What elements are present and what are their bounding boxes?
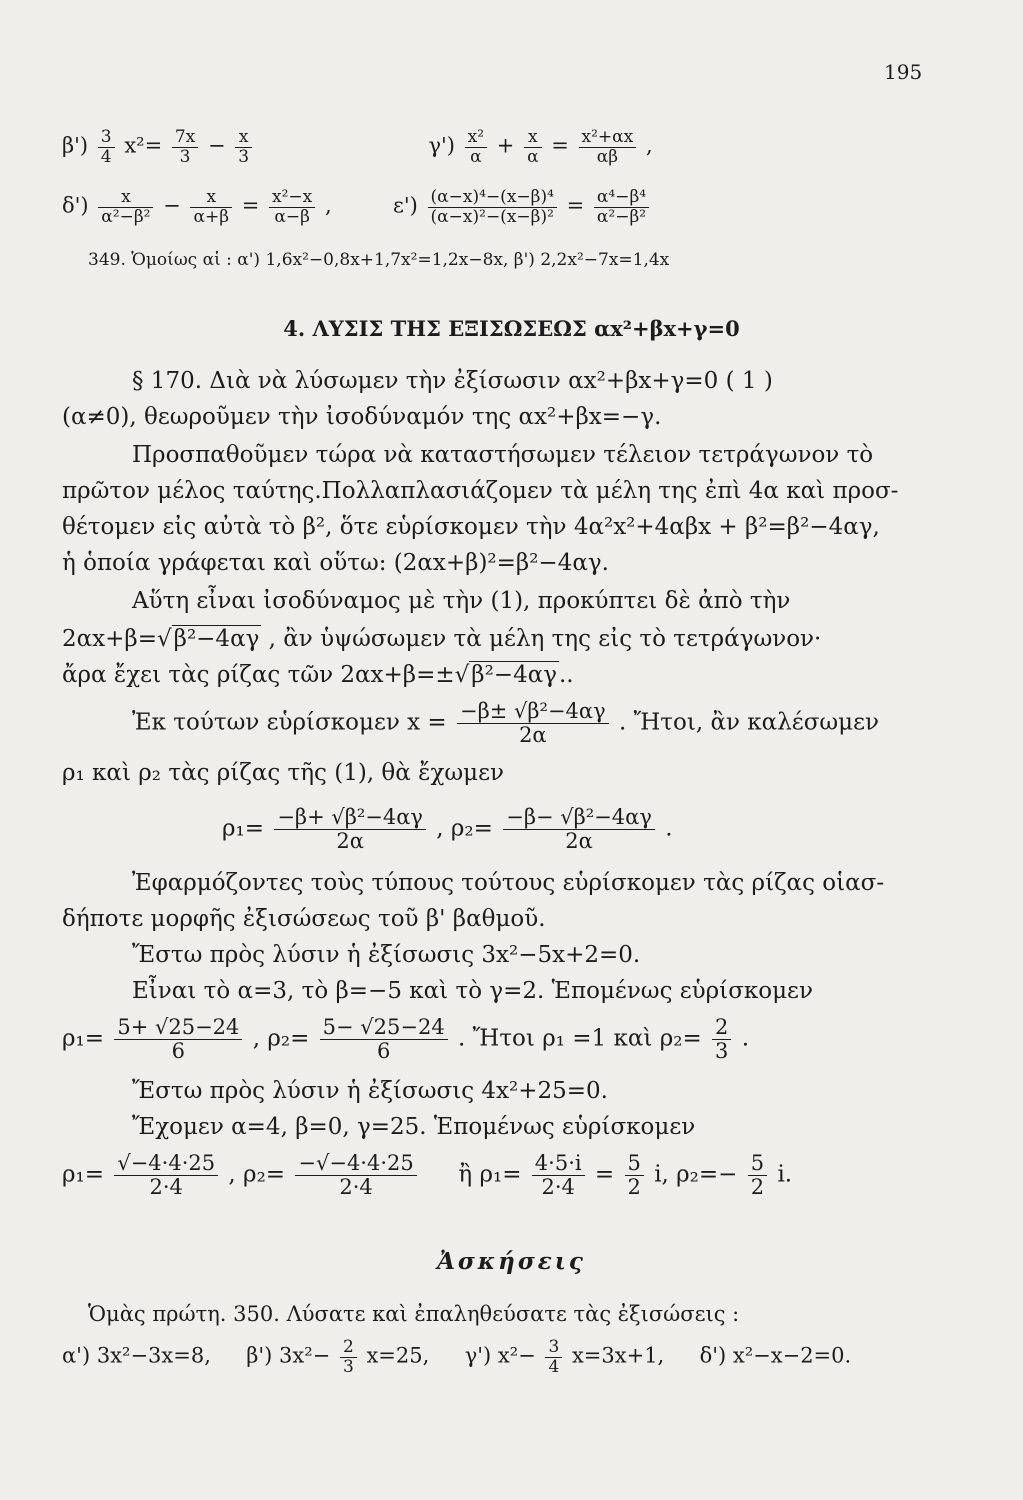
- frac-den: 4: [548, 1356, 560, 1377]
- frac-num: 5: [748, 1152, 767, 1176]
- label-beta: β'): [62, 133, 89, 158]
- frac-num: 7x: [172, 128, 198, 148]
- label-gamma: γ'): [428, 133, 455, 158]
- paragraph-line-radical: ἄρα ἔχει τὰς ρίζας τῶν 2αx+β=±√β²−4αγ..: [62, 662, 574, 688]
- frac-den: α²−β²: [101, 206, 151, 227]
- text: −: [207, 133, 226, 158]
- text: 2αx+β=: [62, 626, 157, 652]
- exercise-d: δ') x²−x−2=0.: [699, 1343, 852, 1368]
- text: +: [496, 133, 515, 158]
- exercise-350-items: [62, 1338, 983, 1376]
- exercise-group-header: Ὁμὰς πρώτη. 350. Λύσατε καὶ ἐπαληθεύσατε τὰς ἐξισώσεις :: [88, 1302, 740, 1326]
- frac-den: α: [470, 146, 482, 167]
- exercise-a: α') 3x²−3x=8,: [62, 1343, 211, 1368]
- frac-den: αβ: [596, 146, 619, 167]
- example-roots-1: [62, 1016, 983, 1063]
- frac-num: x: [235, 128, 252, 148]
- frac-den: α²−β²: [596, 206, 647, 227]
- text: , ἂν ὑψώσωμεν τὰ μέλη της εἰς τὸ τετράγωνον·: [261, 626, 822, 652]
- text: =: [241, 193, 260, 218]
- text: .: [665, 815, 673, 842]
- text: .: [741, 1025, 750, 1052]
- paragraph-line: ἡ ὁποία γράφεται καὶ οὕτω: (2αx+β)²=β²−4αγ.: [62, 550, 609, 576]
- paragraph-line: Αὕτη εἶναι ἰσοδύναμος μὲ τὴν (1), προκύπτει δὲ ἀπὸ τὴν: [132, 588, 791, 614]
- paragraph-line: Ἐφαρμόζοντες τοὺς τύπους τούτους εὑρίσκομεν τὰς ρίζας οἱασ-: [132, 870, 885, 896]
- frac-den: 6: [377, 1039, 391, 1064]
- text: x²=: [124, 133, 163, 158]
- frac-num: 5+ √25−24: [114, 1016, 242, 1040]
- frac-num: −β± √β²−4αγ: [457, 700, 609, 724]
- paragraph-line: θέτομεν εἰς αὐτὰ τὸ β², ὅτε εὑρίσκομεν τὴν 4α²x²+4αβx + β²=β²−4αγ,: [62, 514, 880, 540]
- frac-num: 3: [98, 128, 115, 148]
- frac-num: x²−x: [269, 188, 315, 208]
- frac-num: √−4·4·25: [114, 1152, 218, 1176]
- text: β') 3x²−: [246, 1343, 331, 1368]
- text: . Ἤτοι, ἂν καλέσωμεν: [618, 709, 879, 736]
- frac-num: 2: [712, 1016, 731, 1040]
- frac-num: −β+ √β²−4αγ: [274, 806, 426, 830]
- frac-den: 6: [171, 1039, 186, 1064]
- paragraph-line: ρ₁ καὶ ρ₂ τὰς ρίζας τῆς (1), θὰ ἔχωμεν: [62, 760, 504, 786]
- frac-num: 4·5·i: [532, 1152, 585, 1176]
- frac-den: α−β: [274, 206, 310, 227]
- text: ρ₁=: [62, 1161, 105, 1188]
- text: ἄρα ἔχει τὰς ρίζας τῶν 2αx+β=±: [62, 662, 455, 688]
- text: ἢ ρ₁=: [458, 1161, 522, 1188]
- frac-den: 2: [627, 1175, 641, 1200]
- frac-num: 5− √25−24: [320, 1016, 448, 1040]
- frac-num: α⁴−β⁴: [594, 188, 649, 208]
- frac-den: 2·4: [149, 1175, 183, 1200]
- paragraph-line: Ἔστω πρὸς λύσιν ἡ ἐξίσωσις 4x²+25=0.: [132, 1078, 608, 1104]
- paragraph-line: (α≠0), θεωροῦμεν τὴν ἰσοδύναμόν της αx²+βx=−γ.: [62, 404, 662, 430]
- frac-num: x: [190, 188, 232, 208]
- paragraph-line-radical: 2αx+β=√β²−4αγ , ἂν ὑψώσωμεν τὰ μέλη της εἰς τὸ τετράγωνον·: [62, 626, 822, 652]
- frac-num: 3: [545, 1338, 562, 1358]
- paragraph-line: δήποτε μορφῆς ἐξισώσεως τοῦ β' βαθμοῦ.: [62, 906, 546, 932]
- equation-delta-epsilon: [62, 188, 983, 226]
- text: Ἐκ τούτων εὑρίσκομεν x =: [132, 709, 447, 736]
- radicand: β²−4αγ: [173, 626, 260, 652]
- frac-den: 3: [179, 146, 191, 167]
- radicand: β²−4αγ: [471, 662, 557, 688]
- frac-num: (α−x)⁴−(x−β)⁴: [428, 188, 557, 208]
- paragraph-line: § 170. Διὰ νὰ λύσωμεν τὴν ἐξίσωσιν αx²+βx+γ=0 ( 1 ): [132, 368, 773, 394]
- frac-den: 2α: [519, 723, 547, 748]
- frac-num: −β− √β²−4αγ: [503, 806, 655, 830]
- paragraph-line: Ἔχομεν α=4, β=0, γ=25. Ἑπομένως εὑρίσκομεν: [132, 1114, 696, 1140]
- text: ..: [558, 662, 574, 688]
- frac-den: 2·4: [339, 1175, 373, 1200]
- exercise-349: 349. Ὁμοίως αἱ : α') 1,6x²−0,8x+1,7x²=1,2x−8x, β') 2,2x²−7x=1,4x: [88, 250, 670, 270]
- roots-formula: [222, 806, 983, 853]
- text: =: [566, 193, 585, 218]
- text: , ρ₂=: [252, 1025, 310, 1052]
- paragraph-line: Προσπαθοῦμεν τώρα νὰ καταστήσωμεν τέλειον τετράγωνον τὸ: [132, 442, 874, 468]
- text: ρ₁=: [222, 815, 265, 842]
- text: −: [163, 193, 181, 218]
- text: , ρ₂=: [436, 815, 493, 842]
- text: i, ρ₂=−: [654, 1161, 738, 1188]
- frac-den: 2·4: [541, 1175, 575, 1200]
- text: =: [594, 1161, 615, 1188]
- section-title: 4. ΛΥΣΙΣ ΤΗΣ ΕΞΙΣΩΣΕΩΣ αx²+βx+γ=0: [283, 316, 740, 341]
- text: , ρ₂=: [228, 1161, 286, 1188]
- label-delta: δ'): [62, 193, 89, 218]
- frac-den: 4: [100, 146, 112, 167]
- frac-num: 2: [340, 1338, 357, 1358]
- text: ρ₁=: [62, 1025, 105, 1052]
- equation-beta-gamma: [62, 128, 983, 166]
- frac-num: x²+αx: [579, 128, 637, 148]
- frac-den: 2α: [565, 829, 593, 854]
- paragraph-line: Ἔστω πρὸς λύσιν ἡ ἐξίσωσις 3x²−5x+2=0.: [132, 942, 641, 968]
- paragraph-line: Εἶναι τὸ α=3, τὸ β=−5 καὶ τὸ γ=2. Ἑπομένως εὑρίσκομεν: [132, 978, 813, 1004]
- text: x=25,: [366, 1343, 430, 1368]
- text: x=3x+1,: [571, 1343, 665, 1368]
- text: i.: [777, 1161, 793, 1188]
- frac-den: α: [527, 146, 539, 167]
- text: ,: [324, 193, 332, 218]
- frac-num: x²: [465, 128, 487, 148]
- text: =: [551, 133, 569, 158]
- paragraph-line-formula: [132, 700, 983, 747]
- frac-den: 2: [750, 1175, 765, 1200]
- text: γ') x²−: [464, 1343, 536, 1368]
- label-epsilon: ε'): [393, 193, 418, 218]
- text: ,: [645, 133, 653, 158]
- frac-den: 2α: [336, 829, 364, 854]
- frac-num: x: [524, 128, 541, 148]
- frac-num: x: [98, 188, 153, 208]
- text: . Ἤτοι ρ₁ =1 καὶ ρ₂=: [458, 1025, 702, 1052]
- frac-num: 5: [625, 1152, 644, 1176]
- page-number: 195: [884, 60, 923, 84]
- example-roots-2: [62, 1152, 983, 1199]
- frac-den: (α−x)²−(x−β)²: [430, 206, 554, 227]
- frac-den: α+β: [193, 206, 230, 227]
- frac-den: 3: [342, 1356, 354, 1377]
- frac-den: 3: [238, 146, 250, 167]
- paragraph-line: πρῶτον μέλος ταύτης.Πολλαπλασιάζομεν τὰ μέλη της ἐπὶ 4α καὶ προσ-: [62, 478, 899, 504]
- frac-num: −√−4·4·25: [295, 1152, 416, 1176]
- exercises-title: Ἀσκήσεις: [437, 1248, 586, 1275]
- frac-den: 3: [715, 1039, 729, 1064]
